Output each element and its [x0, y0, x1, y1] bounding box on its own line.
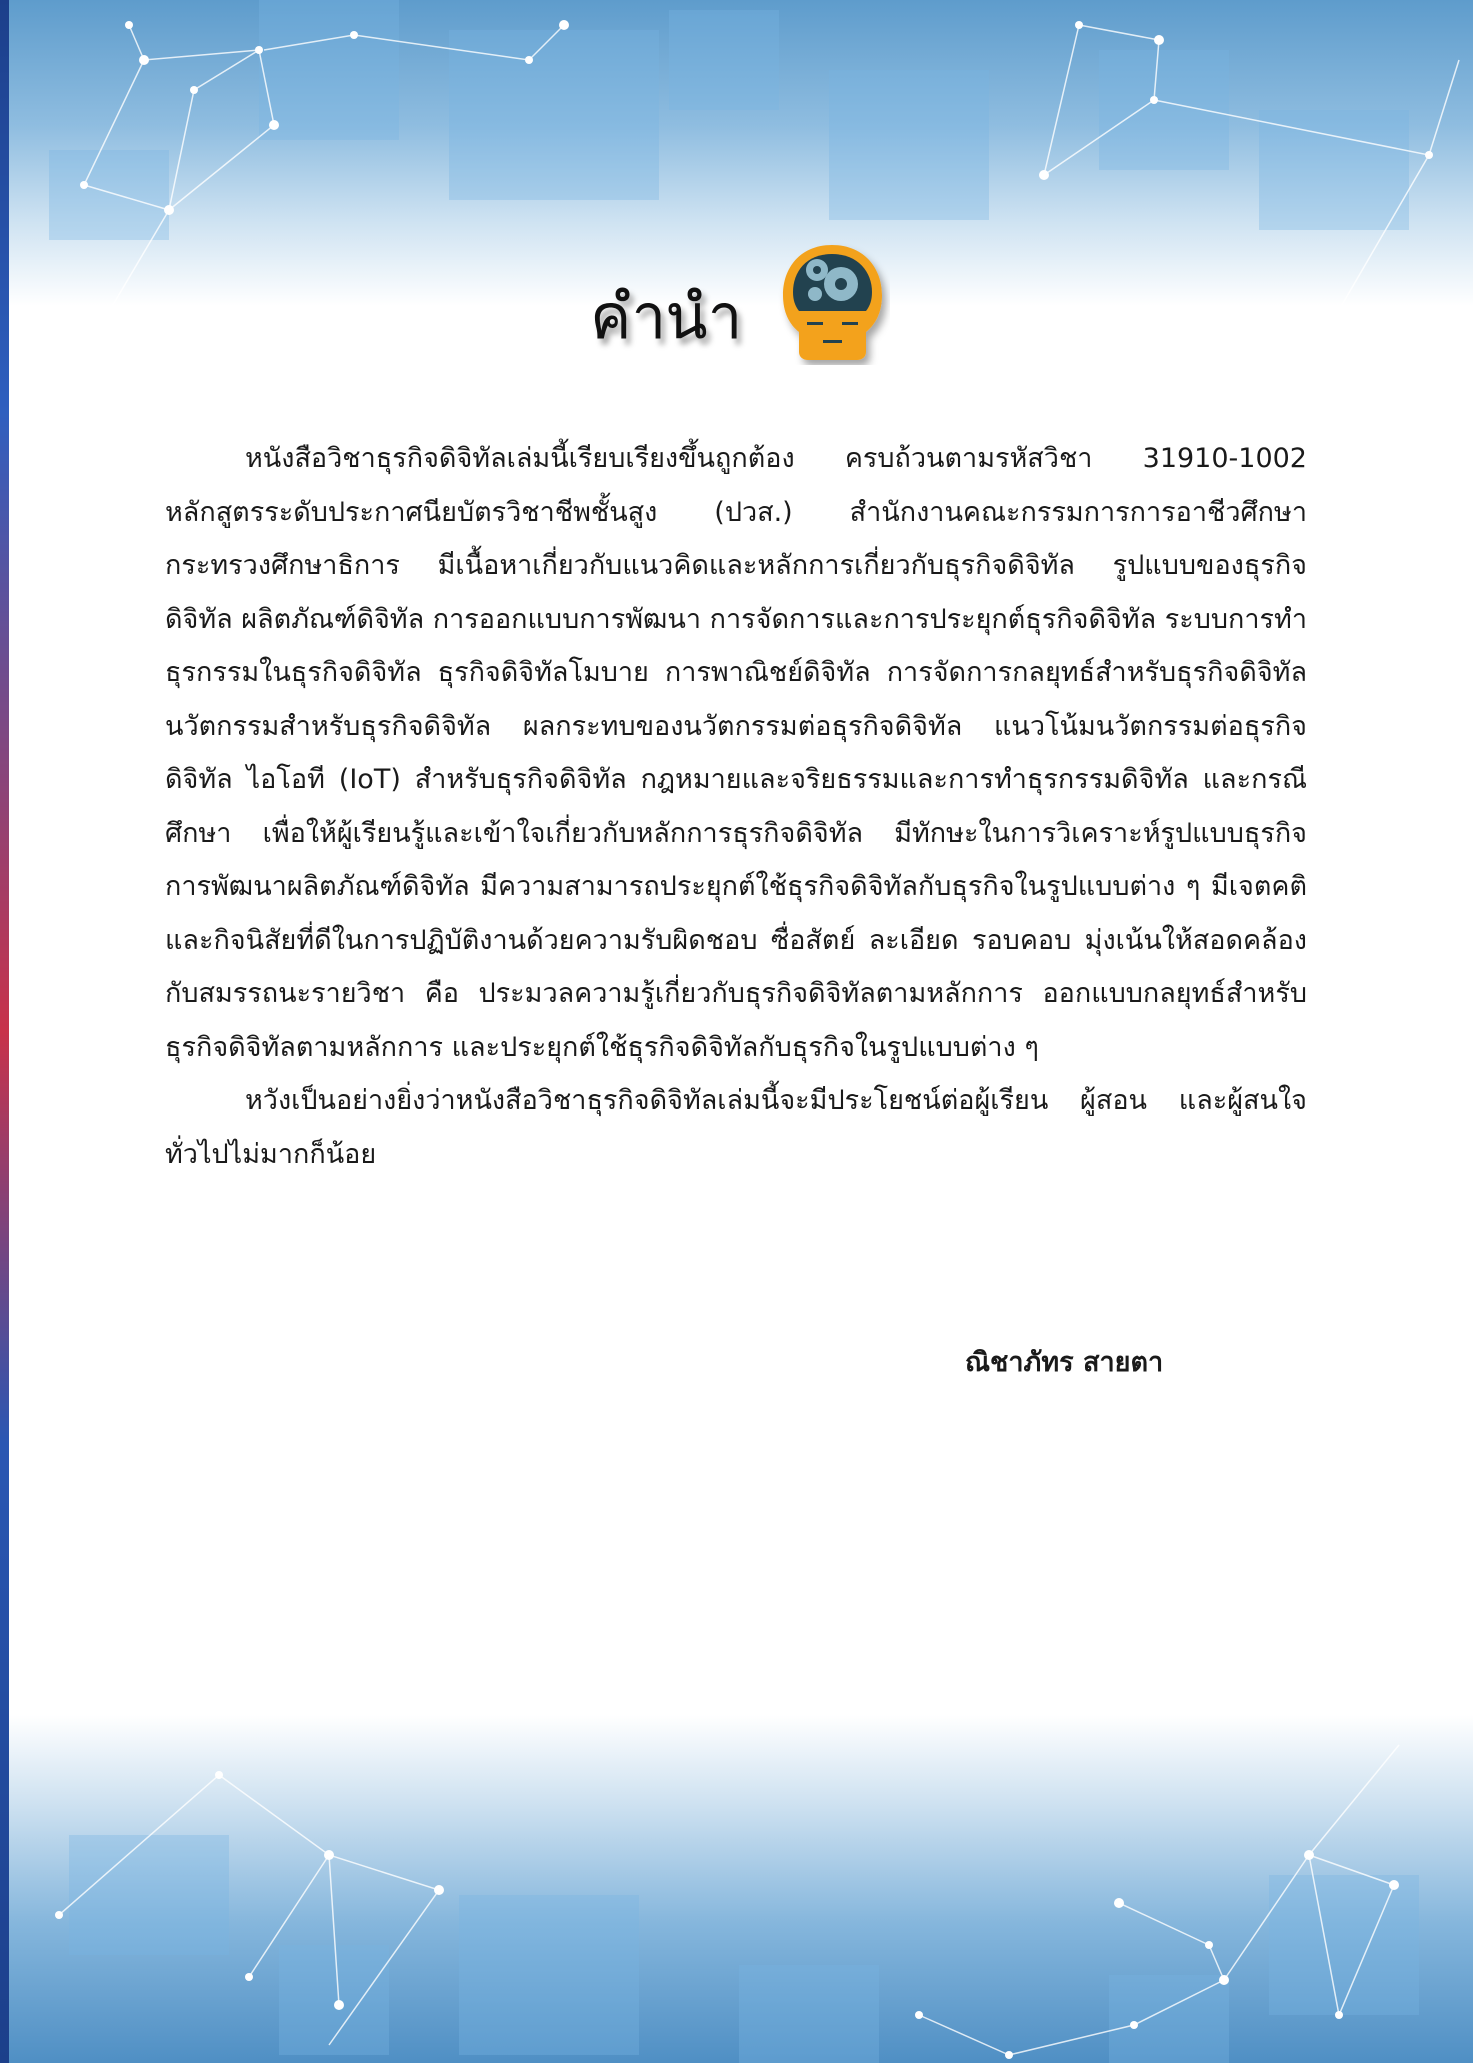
bottom-network-banner [9, 1715, 1473, 2063]
preface-body [165, 432, 1307, 1181]
network-lines-bottom [9, 1715, 1473, 2063]
heading [590, 240, 910, 370]
author-signature: ณิชาภัทร สายตา [965, 1347, 1164, 1378]
head-gears-icon [775, 240, 890, 365]
preface-paragraph-1: หนังสือวิชาธุรกิจดิจิทัลเล่มนี้เรียบเรียงขึ้นถูกต้อง ครบถ้วนตามรหัสวิชา 31910-1002 หลักสูตรระดับประกาศนียบัตรวิชาชีพชั้นสูง (ปวส.) สำนักงานคณะกรรมการการอาชีวศึกษา กระทรวงศึกษาธิการ มีเนื้อหาเกี่ยวกับแนวคิดและหลักการเกี่ยวกับธุรกิจดิจิทัล รูปแบบของธุรกิจดิจิทัล ผลิตภัณฑ์ดิจิทัล การออกแบบการพัฒนา การจัดการและการประยุกต์ธุรกิจดิจิทัล ระบบการทำธุรกรรมในธุรกิจดิจิทัล ธุรกิจดิจิทัลโมบาย การพาณิชย์ดิจิทัล การจัดการกลยุทธ์สำหรับธุรกิจดิจิทัล นวัตกรรมสำหรับธุรกิจดิจิทัล ผลกระทบของนวัตกรรมต่อธุรกิจดิจิทัล แนวโน้มนวัตกรรมต่อธุรกิจดิจิทัล ไอโอที (IoT) สำหรับธุรกิจดิจิทัล กฎหมายและจริยธรรมและการทำธุรกรรมดิจิทัล และกรณีศึกษา เพื่อให้ผู้เรียนรู้และเข้าใจเกี่ยวกับหลักการธุรกิจดิจิทัล มีทักษะในการวิเคราะห์รูปแบบธุรกิจ การพัฒนาผลิตภัณฑ์ดิจิทัล มีความสามารถประยุกต์ใช้ธุรกิจดิจิทัลกับธุรกิจในรูปแบบต่าง ๆ มีเจตคติและกิจนิสัยที่ดีในการปฏิบัติงานด้วยความรับผิดชอบ ซื่อสัตย์ ละเอียด รอบคอบ มุ่งเน้นให้สอดคล้องกับสมรรถนะรายวิชา คือ ประมวลความรู้เกี่ยวกับธุรกิจดิจิทัลตามหลักการ ออกแบบกลยุทธ์สำหรับธุรกิจดิจิทัลตามหลักการ และประยุกต์ใช้ธุรกิจดิจิทัลกับธุรกิจในรูปแบบต่าง ๆ [165, 443, 1307, 1063]
page-title: คำนำ [590, 280, 742, 353]
left-edge-strip [0, 0, 9, 2063]
preface-paragraph-2: หวังเป็นอย่างยิ่งว่าหนังสือวิชาธุรกิจดิจิทัลเล่มนี้จะมีประโยชน์ต่อผู้เรียน ผู้สอน และผู้สนใจทั่วไปไม่มากก็น้อย [165, 1085, 1307, 1170]
